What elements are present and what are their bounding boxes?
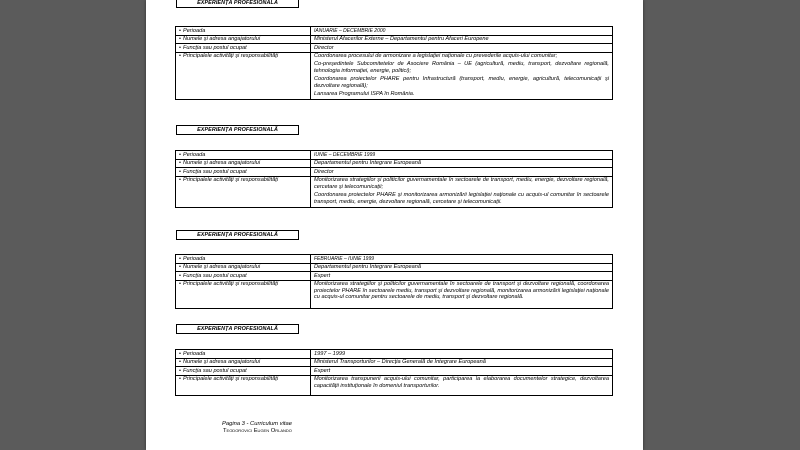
employer-value: Ministerul Transporturilor – Direcţia Generală de Integrare Europeană	[311, 358, 613, 367]
section-header	[176, 125, 299, 135]
section-title: EXPERIENŢA PROFESIONALĂ	[197, 0, 278, 6]
activities-label: • Principalele activităţi şi responsabilităţi	[176, 280, 311, 308]
position-label: • Funcţia sau postul ocupat	[176, 367, 311, 376]
position-label: • Funcţia sau postul ocupat	[176, 44, 311, 53]
section-title: EXPERIENŢA PROFESIONALĂ	[197, 127, 278, 133]
activities-value	[311, 52, 613, 100]
employer-label: • Numele şi adresa angajatorului	[176, 263, 311, 272]
section-header	[176, 324, 299, 334]
activities-label: • Principalele activităţi şi responsabilităţi	[176, 52, 311, 100]
position-label: • Funcţia sau postul ocupat	[176, 168, 311, 177]
activity-item: Monitorizarea strategiilor şi politicilor guvernamentale în sectoarele de transport, mediu, energie, dezvoltare regională, cercetare şi telecomunicaţii;	[314, 177, 609, 190]
activities-value	[311, 176, 613, 207]
section-title: EXPERIENŢA PROFESIONALĂ	[197, 326, 278, 332]
job-table	[175, 254, 613, 309]
employer-label: • Numele şi adresa angajatorului	[176, 159, 311, 168]
section-header	[176, 230, 299, 240]
activity-item: Co-preşedintele Subcomitetelor de Asociere România – UE (agricultură, mediu, transport, dezvoltare regională, tehnologia informaţiei, energie, politici);	[314, 61, 609, 74]
period-value: FEBRUARIE – IUNIE 1999	[311, 255, 613, 264]
activities-label: • Principalele activităţi şi responsabilităţi	[176, 176, 311, 207]
footer-name: Teodorovici Eugen Orlando	[222, 428, 292, 435]
activities-value	[311, 280, 613, 308]
period-value: 1997 – 1999	[311, 350, 613, 359]
activity-item: Lansarea Programului ISPA în România.	[314, 90, 415, 97]
employer-value: Departamentul pentru Integrare Europeană	[311, 263, 613, 272]
employer-value: Departamentul pentru Integrare Europeană	[311, 159, 613, 168]
position-value: Director	[311, 44, 613, 53]
job-table	[175, 26, 613, 100]
activity-item: Coordonarea proiectelor PHARE pentru Infrastructură (transport, mediu, energie, agricultură, telecomunicaţii şi dezvoltare regională);	[314, 76, 609, 89]
period-label: • Perioada	[176, 350, 311, 359]
period-value: IUNIE – DECEMBRIE 1999	[311, 151, 613, 160]
section-header	[176, 0, 299, 8]
job-table	[175, 349, 613, 396]
period-value: IANUARIE – DECEMBRIE 2000	[311, 27, 613, 36]
employer-label: • Numele şi adresa angajatorului	[176, 358, 311, 367]
job-table	[175, 150, 613, 208]
section-title: EXPERIENŢA PROFESIONALĂ	[197, 232, 278, 238]
activity-item: Coordonarea procesului de armonizare a legislaţiei naţionale cu prevederile acquis-ului comunitar;	[314, 53, 558, 60]
activities-value	[311, 375, 613, 395]
period-label: • Perioada	[176, 255, 311, 264]
employer-label: • Numele şi adresa angajatorului	[176, 35, 311, 44]
activity-item: Coordonarea proiectelor PHARE şi monitorizarea armonizării legislaţiei naţionale cu acquis-ul comunitar în sectoarele transport, mediu, energie, dezvoltare regională, cercetare şi telecomunicaţii.	[314, 191, 609, 205]
activity-item: Monitorizarea strategiilor şi politicilor guvernamentale în sectoarele de transport şi dezvoltare regională, coordonarea proiectelor PHARE în sectoarele mediu, transport şi dezvoltare regională, monitorizarea armonizării legislaţiei naţionale cu acquis-ul comunitar pentru sectoarele de mediu, transport şi dezvoltare regională.	[314, 281, 609, 301]
period-label: • Perioada	[176, 27, 311, 36]
document-page	[146, 0, 643, 450]
activity-item: Monitorizarea transpunerii acquis-ului comunitar, participarea la elaborarea documentelor strategice, dezvoltarea capacităţii instituţionale în domeniul transporturilor.	[314, 376, 609, 389]
position-label: • Funcţia sau postul ocupat	[176, 272, 311, 281]
position-value: Expert	[311, 367, 613, 376]
employer-value: Ministerul Afacerilor Externe – Departamentul pentru Afaceri Europene	[311, 35, 613, 44]
position-value: Expert	[311, 272, 613, 281]
page-footer	[222, 421, 292, 436]
footer-page-label: Pagina 3 - Curriculum vitae	[222, 421, 292, 427]
period-label: • Perioada	[176, 151, 311, 160]
position-value: Director	[311, 168, 613, 177]
activities-label: • Principalele activităţi şi responsabilităţi	[176, 375, 311, 395]
